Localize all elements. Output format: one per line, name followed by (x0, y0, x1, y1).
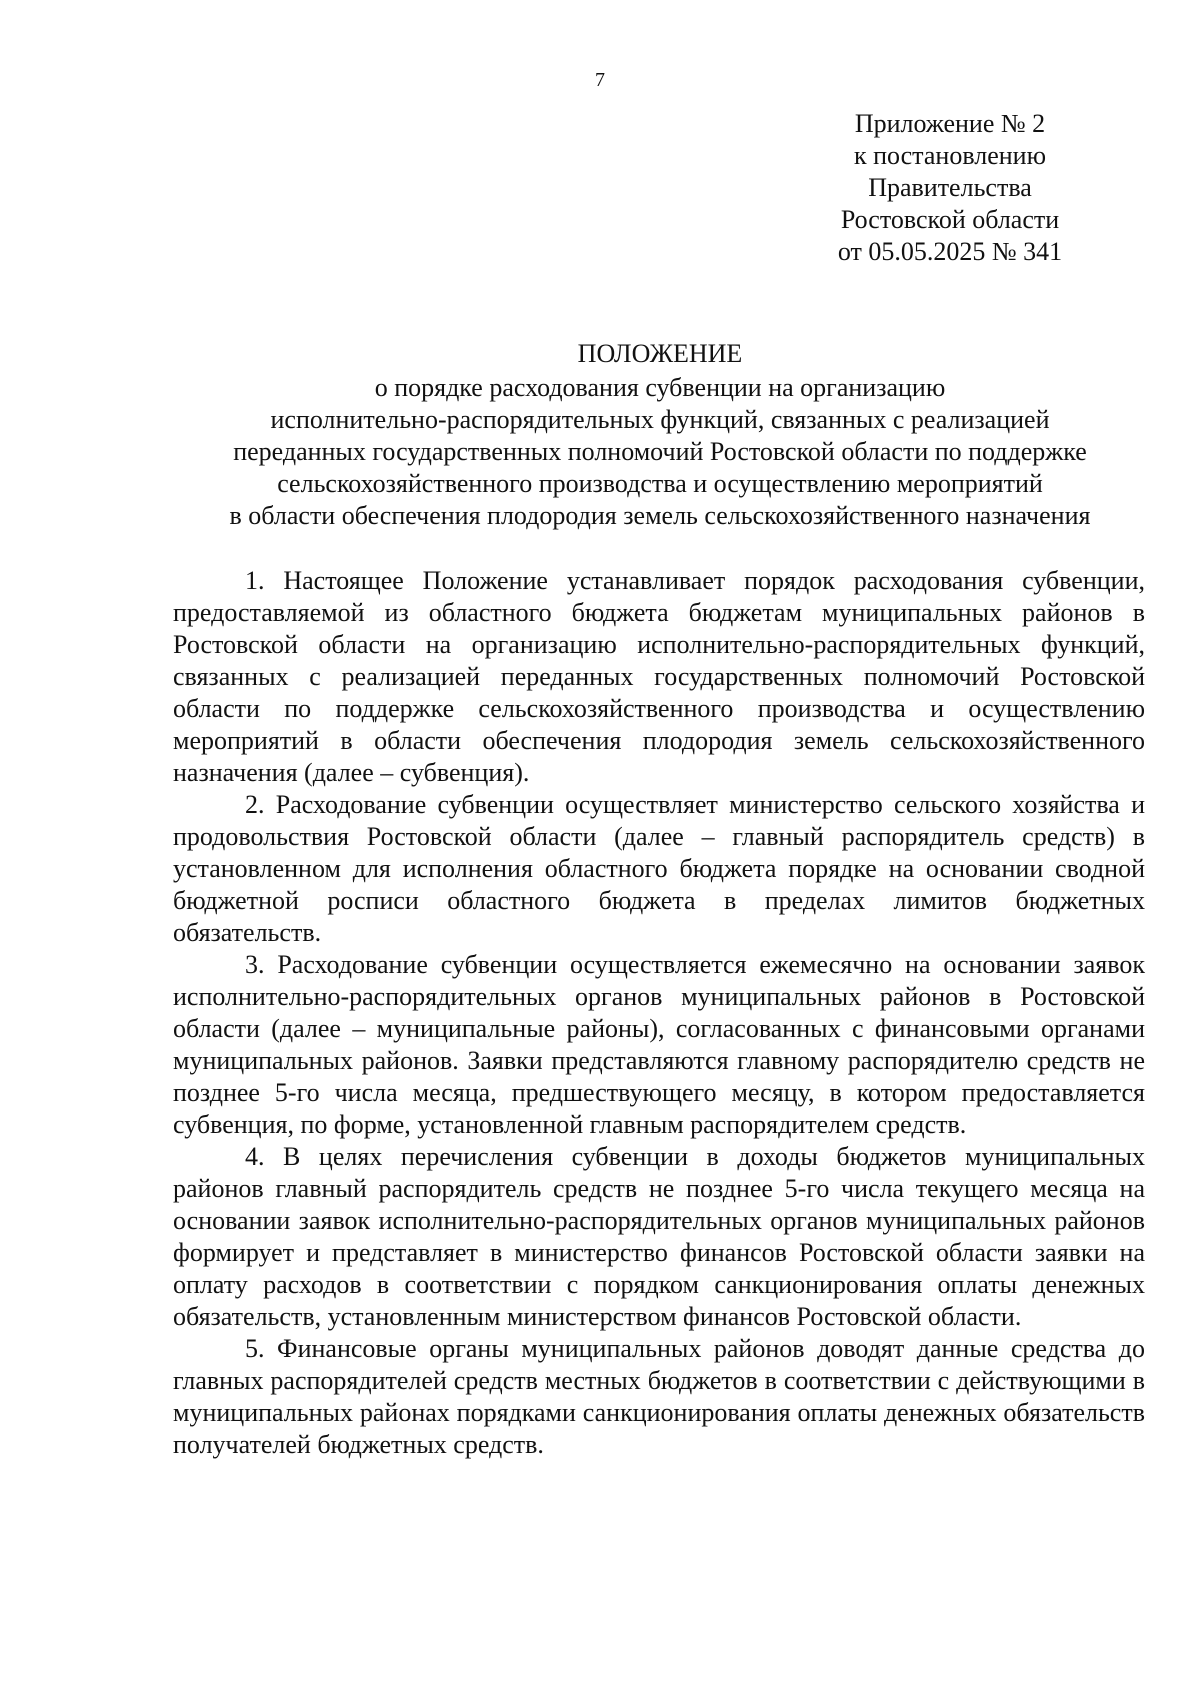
subtitle-line: сельскохозяйственного производства и осуществлению мероприятий (277, 469, 1043, 498)
paragraph-1: 1. Настоящее Положение устанавливает порядок расходования субвенции, предоставляемой из областного бюджета бюджетам муниципальных районов в Ростовской области на организацию исполнительно-распорядительных функций, связанных с реализацией переданных государственных полномочий Ростовской области по поддержке сельскохозяйственного производства и осуществлению мероприятий в области обеспечения плодородия земель сельскохозяйственного назначения (далее – субвенция). (173, 566, 1145, 787)
document-heading (120, 338, 1200, 532)
page-number: 7 (595, 69, 605, 91)
document-body (173, 565, 1145, 1461)
document-title: ПОЛОЖЕНИЕ (577, 339, 743, 368)
paragraph-5: 5. Финансовые органы муниципальных районов доводят данные средства до главных распорядителей средств местных бюджетов в соответствии с действующими в муниципальных районах порядками санкционирования оплаты денежных обязательств получателей бюджетных средств. (173, 1334, 1145, 1459)
appendix-line: Ростовской области (840, 205, 1060, 234)
subtitle-line: исполнительно-распорядительных функций, связанных с реализацией (270, 405, 1050, 434)
subtitle-line: о порядке расходования субвенции на организацию (374, 373, 946, 402)
appendix-line: к постановлению (853, 141, 1047, 170)
subtitle-line: в области обеспечения плодородия земель сельскохозяйственного назначения (229, 501, 1091, 530)
paragraph-4: 4. В целях перечисления субвенции в доходы бюджетов муниципальных районов главный распорядитель средств не позднее 5-го числа текущего месяца на основании заявок исполнительно-распорядительных органов муниципальных районов формирует и представляет в министерство финансов Ростовской области заявки на оплату расходов в соответствии с порядком санкционирования оплаты денежных обязательств, установленным министерством финансов Ростовской области. (173, 1142, 1145, 1331)
appendix-block (800, 108, 1100, 268)
paragraph-3: 3. Расходование субвенции осуществляется ежемесячно на основании заявок исполнительно-распорядительных органов муниципальных районов в Ростовской области (далее – муниципальные районы), согласованных с финансовыми органами муниципальных районов. Заявки представляются главному распорядителю средств не позднее 5-го числа месяца, предшествующего месяцу, в котором предоставляется субвенция, по форме, установленной главным распорядителем средств. (173, 950, 1145, 1139)
subtitle-line: переданных государственных полномочий Ростовской области по поддержке (233, 437, 1087, 466)
document-subtitle (120, 372, 1200, 532)
appendix-line: Правительства (868, 173, 1032, 202)
paragraph-2: 2. Расходование субвенции осуществляет министерство сельского хозяйства и продовольствия Ростовской области (далее – главный распорядитель средств) в установленном для исполнения областного бюджета порядке на основании сводной бюджетной росписи областного бюджета в пределах лимитов бюджетных обязательств. (173, 790, 1145, 947)
appendix-line: Приложение № 2 (854, 109, 1046, 138)
appendix-line: от 05.05.2025 № 341 (837, 237, 1063, 266)
